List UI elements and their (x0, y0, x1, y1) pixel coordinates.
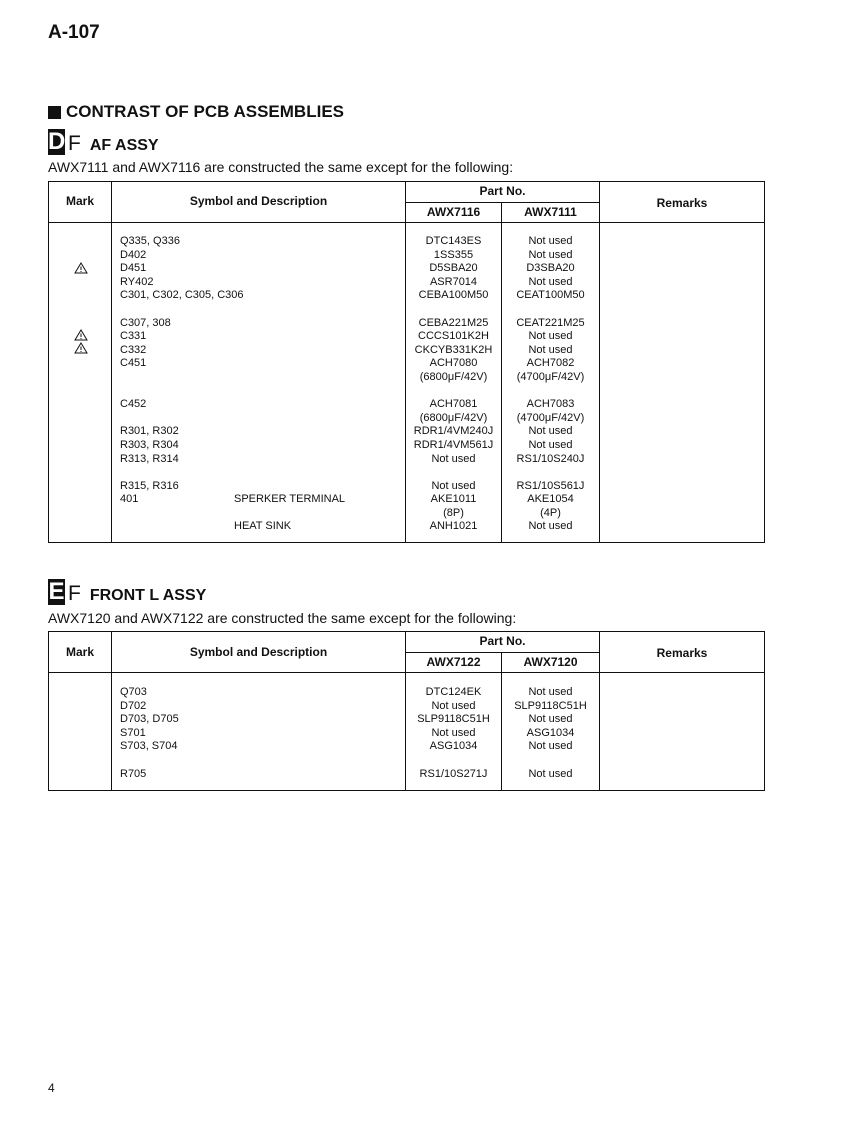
front-symbol-list: Q703 D702 D703, D705 S701 S703, S704 R705 (120, 686, 179, 780)
af-assy-heading (48, 129, 159, 155)
front-assy-heading (48, 579, 206, 605)
header-mark: Mark (65, 645, 94, 659)
header-symbol-description: Symbol and Description (189, 194, 328, 208)
af-assy-title: AF ASSY (89, 137, 159, 154)
header-symbol-description: Symbol and Description (189, 645, 328, 659)
af-assy-intro: AWX7111 and AWX7116 are constructed the same except for the following: (48, 159, 514, 175)
front-assy-letter-badge: E (48, 578, 65, 605)
front-assy-table (48, 631, 765, 791)
header-part-col-1: AWX7116 (426, 205, 481, 219)
af-part-col-2-list: Not used Not used D3SBA20 Not used CEAT100M50 CEAT221M25 Not used Not used ACH7082 (4700μF/42V) ACH7083 (4700μF/42V) Not used Not used RS1/10S240J RS1/10S561J AKE1054 (4P) Not used (516, 235, 585, 533)
header-part-col-1: AWX7122 (426, 655, 481, 669)
af-part-col-1-list: DTC143ES 1SS355 D5SBA20 ASR7014 CEBA100M50 CEBA221M25 CCCS101K2H CKCYB331K2H ACH7080 (6800μF/42V) ACH7081 (6800μF/42V) RDR1/4VM240J RDR1/4VM561J Not used Not used AKE1011 (8P) ANH1021 (413, 235, 494, 533)
section-title: CONTRAST OF PCB ASSEMBLIES (66, 102, 344, 121)
af-description-list: SPERKER TERMINAL HEAT SINK (234, 493, 346, 533)
header-remarks: Remarks (656, 196, 708, 210)
af-symbol-list: Q335, Q336 D402 D451 RY402 C301, C302, C305, C306 C307, 308 C331 C332 C451 C452 R301, R302 R303, R304 R313, R314 R315, R316 401 (120, 235, 244, 506)
front-assy-intro: AWX7120 and AWX7122 are constructed the same except for the following: (48, 610, 517, 626)
header-part-col-2: AWX7111 (524, 205, 577, 219)
page-code: A-107 (48, 22, 100, 43)
front-part-col-1-list: DTC124EK Not used SLP9118C51H Not used ASG1034 RS1/10S271J (417, 686, 490, 780)
warning-triangle-icon (74, 342, 88, 354)
black-square-icon (48, 106, 61, 119)
header-part-col-2: AWX7120 (523, 655, 578, 669)
af-assy-table (48, 181, 765, 543)
header-part-no: Part No. (479, 634, 526, 648)
front-part-col-2-list: Not used SLP9118C51H Not used ASG1034 Not used Not used (514, 686, 587, 780)
warning-triangle-icon (74, 262, 88, 274)
page-number: 4 (48, 1081, 55, 1095)
header-mark: Mark (65, 194, 94, 208)
af-assy-letter-badge: D (48, 128, 66, 155)
warning-triangle-icon (74, 329, 88, 341)
header-part-no: Part No. (479, 184, 526, 198)
section-heading (48, 102, 344, 122)
af-assy-side-letter: F (68, 132, 81, 155)
front-assy-side-letter: F (68, 582, 81, 605)
front-assy-title: FRONT L ASSY (89, 587, 207, 604)
header-remarks: Remarks (656, 646, 708, 660)
